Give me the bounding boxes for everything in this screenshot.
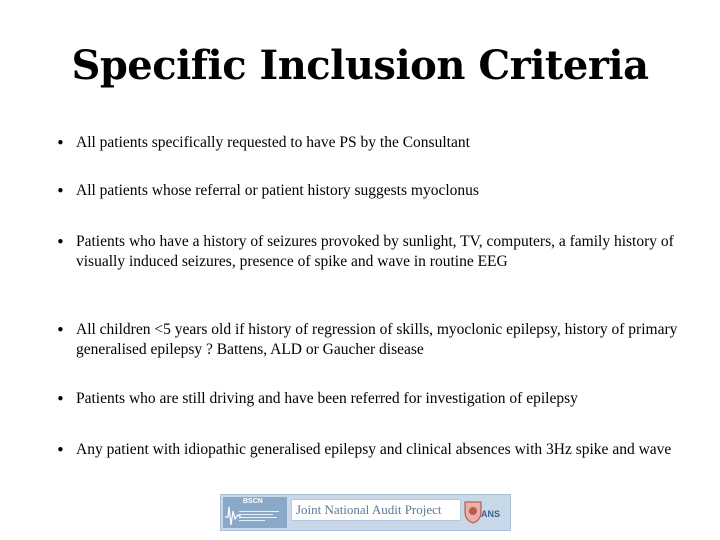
- banner-title: Joint National Audit Project: [296, 502, 442, 517]
- ans-label: ANS: [481, 509, 501, 519]
- bullet-marker: •: [56, 182, 65, 200]
- bullet-marker: •: [56, 321, 65, 339]
- bullet-marker: •: [56, 390, 65, 408]
- bscn-tagline-graphic: [239, 509, 285, 523]
- bullet-text: Patients who are still driving and have been referred for investigation of epilepsy: [76, 390, 578, 407]
- footer-logo-banner: [220, 494, 511, 531]
- bullet-marker: •: [56, 233, 65, 251]
- bullet-text: All patients specifically requested to have PS by the Consultant: [76, 134, 470, 151]
- bscn-label: BSCN: [243, 498, 263, 505]
- bullet-text: All patients whose referral or patient history suggests myoclonus: [76, 182, 479, 199]
- bscn-logo: [223, 497, 287, 528]
- crest-icon: [463, 500, 483, 524]
- bullet-marker: •: [56, 134, 65, 152]
- bullet-text: All children <5 years old if history of regression of skills, myoclonic epilepsy, history of primary generalised epilepsy ? Battens, ALD or Gaucher disease: [76, 321, 678, 358]
- slide-title: Specific Inclusion Criteria: [71, 42, 649, 89]
- bullet-marker: •: [56, 441, 65, 459]
- ans-logo: [463, 498, 507, 527]
- bullet-text: Any patient with idiopathic generalised epilepsy and clinical absences with 3Hz spike and wave: [76, 441, 672, 458]
- bullet-text: Patients who have a history of seizures provoked by sunlight, TV, computers, a family history of visually induced seizures, presence of spike and wave in routine EEG: [76, 233, 674, 270]
- banner-title-box: [291, 499, 461, 521]
